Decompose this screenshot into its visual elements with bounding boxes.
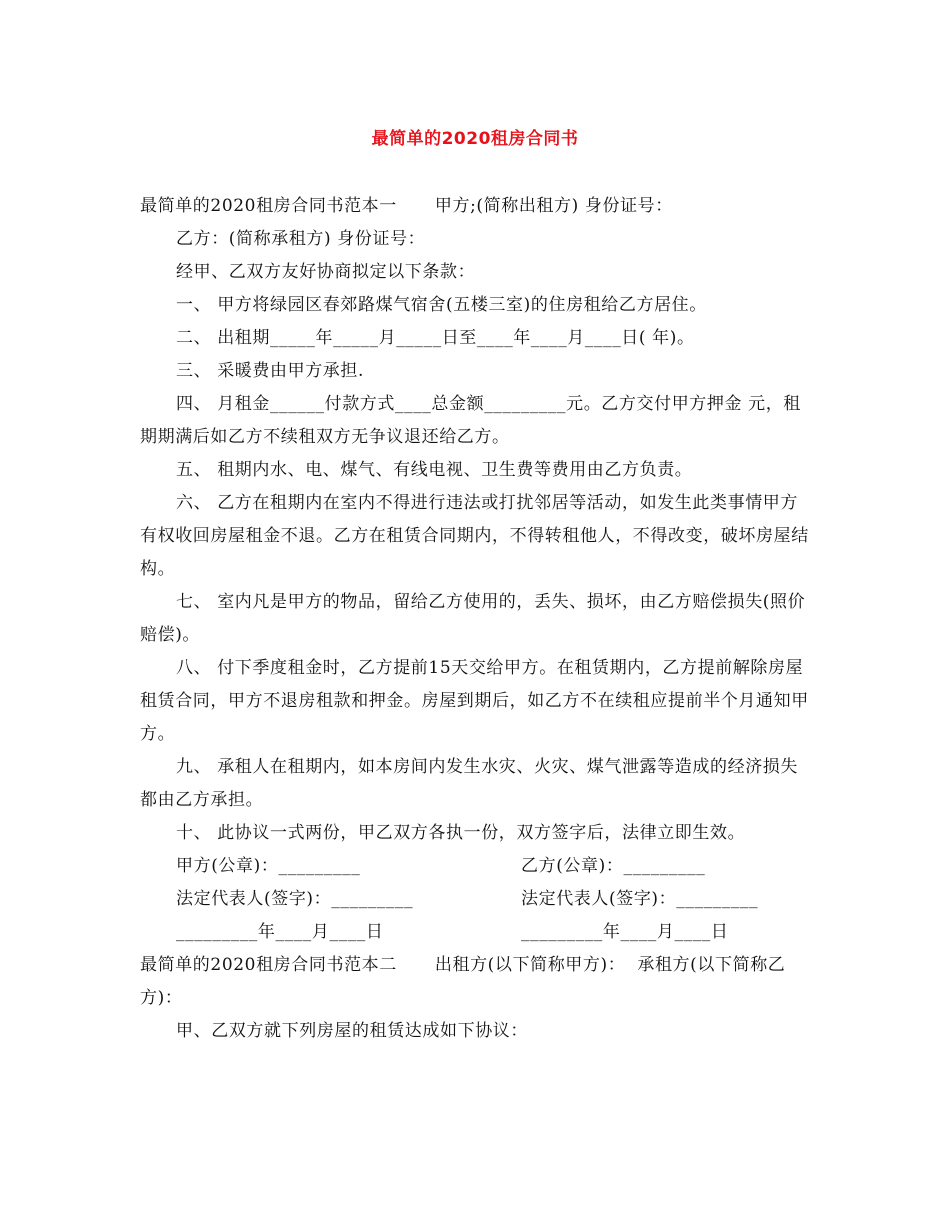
intro-line	[140, 190, 815, 223]
clause-3: 三、 采暖费由甲方承担.	[176, 361, 365, 381]
document-body	[140, 190, 815, 1048]
party-b-date-field: _________年____月____日	[521, 922, 729, 942]
clause-2: 二、 出租期_____年_____月_____日至____年____月____日( 年)。	[176, 328, 695, 348]
party-a-date-field: _________年____月____日	[176, 922, 384, 942]
party-b-seal-field: 乙方(公章)：_________	[521, 856, 706, 876]
clause-9: 九、 承租人在租期内，如本房间内发生水灾、火灾、煤气泄露等造成的经济损失都由乙方承担。	[140, 757, 799, 810]
sample2-lessee-label: 承租方(以下简称乙方)：	[140, 955, 786, 1008]
sample1-heading: 最简单的2020租房合同书范本一	[140, 196, 397, 216]
clause-8: 八、 付下季度租金时，乙方提前15天交给甲方。在租赁期内，乙方提前解除房屋租赁合同，甲方不退房租款和押金。房屋到期后，如乙方不在续租应提前半个月通知甲方。	[140, 658, 809, 744]
sample2-heading: 最简单的2020租房合同书范本二	[140, 955, 397, 975]
clause-10: 十、 此协议一式两份，甲乙双方各执一份，双方签字后，法律立即生效。	[176, 823, 746, 843]
representative-row	[140, 883, 815, 916]
seal-row	[140, 850, 815, 883]
clause-4: 四、 月租金______付款方式____总金额_________元。乙方交付甲方押金 元，租期期满后如乙方不续租双方无争议退还给乙方。	[140, 394, 801, 447]
party-a-seal-field: 甲方(公章)：_________	[176, 856, 361, 876]
party-a-representative-field: 法定代表人(签字)：_________	[176, 889, 414, 909]
lessor-id-label: 甲方;(简称出租方) 身份证号：	[434, 196, 673, 216]
date-row	[140, 916, 815, 949]
sample2-lessor-label: 出租方(以下简称甲方)：	[434, 955, 626, 975]
agreement-intro: 经甲、乙双方友好协商拟定以下条款：	[176, 262, 476, 282]
sample2-intro: 甲、乙双方就下列房屋的租赁达成如下协议：	[176, 1021, 528, 1041]
clause-5: 五、 租期内水、电、煤气、有线电视、卫生费等费用由乙方负责。	[176, 460, 693, 480]
lessee-id-line: 乙方：(简称承租方) 身份证号：	[176, 229, 426, 249]
clause-6: 六、 乙方在租期内在室内不得进行违法或打扰邻居等活动，如发生此类事情甲方有权收回房屋租金不退。乙方在租赁合同期内，不得转租他人，不得改变，破坏房屋结构。	[140, 493, 809, 579]
document-title: 最简单的2020租房合同书	[371, 129, 579, 149]
party-b-representative-field: 法定代表人(签字)：_________	[521, 889, 759, 909]
clause-1: 一、 甲方将绿园区春郊路煤气宿舍(五楼三室)的住房租给乙方居住。	[176, 295, 707, 315]
sample2-line	[140, 949, 815, 1015]
clause-7: 七、 室内凡是甲方的物品，留给乙方使用的，丢失、损坏，由乙方赔偿损失(照价赔偿)。	[140, 592, 806, 645]
